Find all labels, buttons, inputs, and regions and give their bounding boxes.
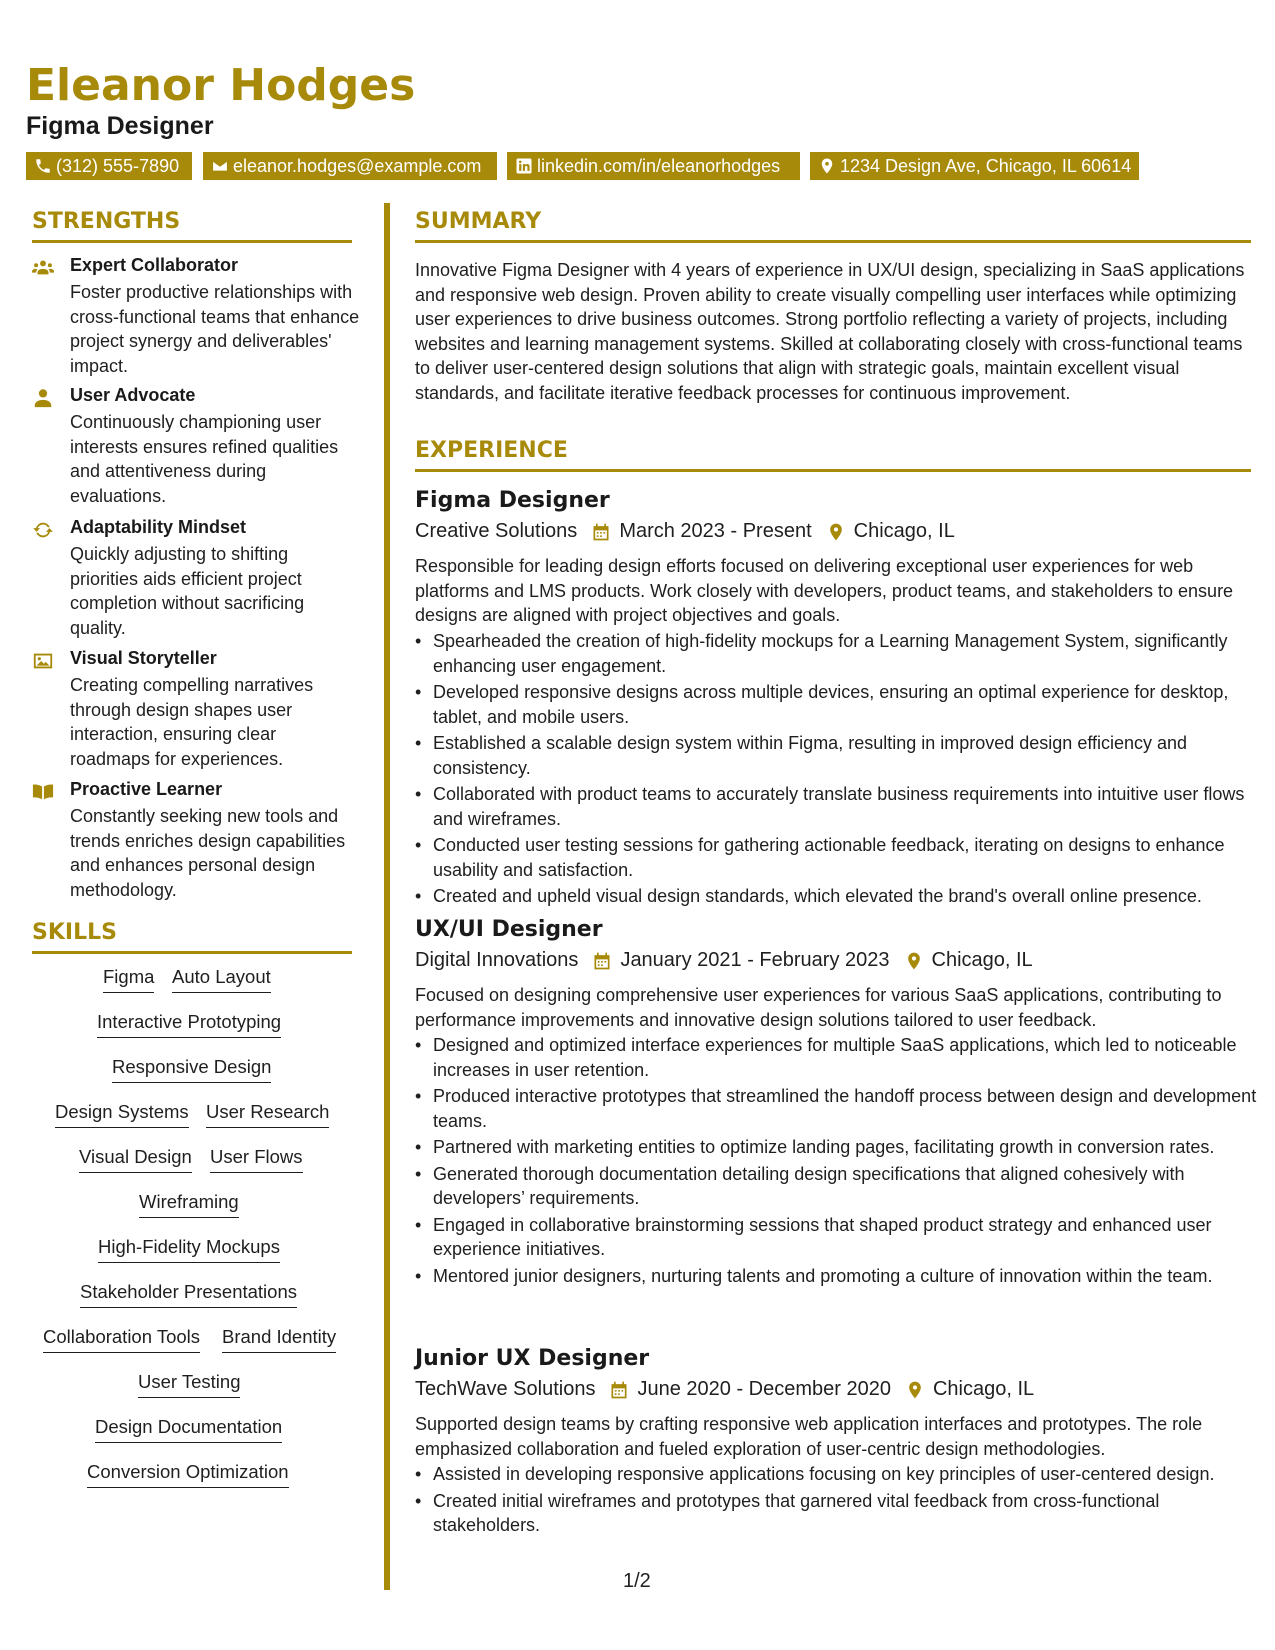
skill-tag: Interactive Prototyping: [97, 1011, 281, 1038]
job-bullets: [415, 1033, 1260, 1290]
refresh-icon: [32, 519, 54, 541]
job-bullets: [415, 629, 1260, 911]
job-meta: [415, 520, 955, 543]
job-meta: [415, 949, 1033, 972]
job-dates: June 2020 - December 2020: [637, 1378, 891, 1400]
job-location: Chicago, IL: [932, 1378, 1035, 1400]
skill-tag: Conversion Optimization: [87, 1461, 289, 1488]
strengths-heading: STRENGTHS: [32, 209, 181, 234]
skills-rule: [32, 951, 352, 954]
summary-heading: SUMMARY: [415, 209, 542, 234]
strength-title: Visual Storyteller: [70, 648, 217, 668]
job-location: Chicago, IL: [931, 949, 1033, 971]
bullet-item: • Designed and optimized interface experiences for multiple SaaS applications, which led to noticeable increases in user retention.: [415, 1033, 1260, 1082]
experience-rule: [415, 469, 1251, 472]
job-company: TechWave Solutions: [415, 1378, 596, 1400]
bullet-item: • Developed responsive designs across multiple devices, ensuring an optimal experience for desktop, tablet, and mobile users.: [415, 680, 1260, 729]
skill-tag: Wireframing: [139, 1191, 239, 1218]
page-number: 1/2: [623, 1570, 651, 1592]
job-title: UX/UI Designer: [415, 917, 603, 942]
contact-phone-text: (312) 555-7890: [56, 156, 180, 176]
skill-tag: Auto Layout: [172, 966, 271, 993]
bullet-item: • Engaged in collaborative brainstorming sessions that shaped product strategy and enhanced user experience initiatives.: [415, 1213, 1260, 1262]
bullet-item: • Partnered with marketing entities to optimize landing pages, facilitating growth in conversion rates.: [415, 1135, 1260, 1160]
strength-title: User Advocate: [70, 385, 196, 405]
contact-email-text: eleanor.hodges@example.com: [233, 156, 482, 176]
summary-block: [415, 258, 1255, 405]
skill-tag: Figma: [103, 966, 154, 993]
map-marker-icon: [905, 1380, 925, 1400]
strengths-rule: [32, 240, 352, 243]
skill-tag: Stakeholder Presentations: [80, 1281, 297, 1308]
map-marker-icon: [904, 951, 924, 971]
job-dates: January 2021 - February 2023: [620, 949, 890, 971]
image-icon: [32, 650, 54, 672]
skill-tag: Collaboration Tools: [43, 1326, 200, 1353]
job-description: Focused on designing comprehensive user experiences for various SaaS applications, contributing to performance improvements and innovative design solutions tailored to user feedback.: [415, 985, 1222, 1030]
phone-icon: [34, 157, 52, 175]
bullet-item: • Conducted user testing sessions for gathering actionable feedback, iterating on designs to enhance usability and satisfaction.: [415, 833, 1260, 882]
bullet-item: • Generated thorough documentation detailing design specifications that aligned cohesively with developers’ requirements.: [415, 1162, 1260, 1211]
summary-text: Innovative Figma Designer with 4 years of experience in UX/UI design, specializing in SaaS applications and responsive web design. Proven ability to create visually compelling user interfaces while optimizing user experiences to drive business outcomes. Strong portfolio reflecting a variety of projects, including websites and learning management systems. Skilled at collaborating closely with cross-functional teams to deliver user-centered design solutions that align with strategic goals, maintain excellent visual standards, and facilitate iterative feedback processes for continuous improvement.: [415, 260, 1245, 403]
calendar-icon: [592, 951, 612, 971]
contact-linkedin-text: linkedin.com/in/eleanorhodges: [537, 156, 781, 176]
map-marker-icon: [826, 522, 846, 542]
calendar-icon: [609, 1380, 629, 1400]
linkedin-icon: [515, 157, 533, 175]
job-meta: [415, 1378, 1034, 1401]
job-location: Chicago, IL: [853, 520, 955, 542]
summary-rule: [415, 240, 1251, 243]
users-icon: [32, 257, 54, 279]
strength-desc: Quickly adjusting to shifting priorities aids efficient project completion without sacrificing quality.: [70, 544, 305, 638]
strength-desc: Continuously championing user interests ensures refined qualities and attentiveness during evaluations.: [70, 412, 339, 506]
skill-tag: High-Fidelity Mockups: [98, 1236, 280, 1263]
skill-tag: Visual Design: [79, 1146, 192, 1173]
job-description-block: [415, 983, 1255, 1032]
map-marker-icon: [818, 157, 836, 175]
bullet-item: • Produced interactive prototypes that streamlined the handoff process between design and development teams.: [415, 1084, 1260, 1133]
bullet-item: • Mentored junior designers, nurturing talents and promoting a culture of innovation within the team.: [415, 1264, 1260, 1289]
strength-desc: Foster productive relationships with cross-functional teams that enhance project synergy and deliverables' impact.: [70, 282, 360, 376]
envelope-icon: [211, 157, 229, 175]
contact-address: [810, 152, 1139, 180]
skill-tag: Design Documentation: [95, 1416, 282, 1443]
job-description-block: [415, 554, 1255, 628]
job-bullets: [415, 1462, 1260, 1540]
job-description-block: [415, 1412, 1255, 1461]
bullet-item: • Established a scalable design system within Figma, resulting in improved design efficiency and consistency.: [415, 731, 1260, 780]
job-company: Creative Solutions: [415, 520, 578, 542]
strength-title: Proactive Learner: [70, 779, 223, 799]
skill-tag: User Research: [206, 1101, 329, 1128]
bullet-item: • Spearheaded the creation of high-fidelity mockups for a Learning Management System, significantly enhancing user engagement.: [415, 629, 1260, 678]
contact-linkedin[interactable]: [507, 152, 800, 180]
column-divider: [384, 203, 390, 1590]
job-title: Figma Designer: [415, 488, 610, 513]
skill-tag: Brand Identity: [222, 1326, 336, 1353]
skill-tag: User Flows: [210, 1146, 303, 1173]
strength-desc: Creating compelling narratives through design shapes user interaction, ensuring clear roadmaps for experiences.: [70, 675, 314, 769]
strength-desc: Constantly seeking new tools and trends enriches design capabilities and enhances personal design methodology.: [70, 806, 346, 900]
experience-heading: EXPERIENCE: [415, 438, 568, 463]
skill-tag: Responsive Design: [112, 1056, 271, 1083]
candidate-name: Eleanor Hodges: [26, 60, 416, 111]
contact-phone[interactable]: [26, 152, 192, 180]
skill-tag: Design Systems: [55, 1101, 189, 1128]
job-description: Responsible for leading design efforts focused on delivering exceptional user experiences for web platforms and LMS products. Work closely with developers, product teams, and stakeholders to ensure designs are aligned with project objectives and goals.: [415, 556, 1234, 625]
skills-heading: SKILLS: [32, 920, 117, 945]
bullet-item: • Created initial wireframes and prototypes that garnered vital feedback from cross-functional stakeholders.: [415, 1489, 1260, 1538]
user-icon: [32, 387, 54, 409]
strength-title: Expert Collaborator: [70, 255, 239, 275]
bullet-item: • Created and upheld visual design standards, which elevated the brand's overall online presence.: [415, 884, 1260, 909]
job-title: Junior UX Designer: [415, 1346, 650, 1371]
skill-tag: User Testing: [138, 1371, 240, 1398]
book-icon: [32, 781, 54, 803]
job-description: Supported design teams by crafting responsive web application interfaces and prototypes. The role emphasized collaboration and fueled exploration of user-centric design methodologies.: [415, 1414, 1203, 1459]
strength-title: Adaptability Mindset: [70, 517, 247, 537]
candidate-title: Figma Designer: [26, 112, 214, 140]
bullet-item: • Assisted in developing responsive applications focusing on key principles of user-centered design.: [415, 1462, 1260, 1487]
job-company: Digital Innovations: [415, 949, 579, 971]
contact-address-text: 1234 Design Ave, Chicago, IL 60614: [840, 156, 1132, 176]
contact-email[interactable]: [203, 152, 497, 180]
calendar-icon: [591, 522, 611, 542]
job-dates: March 2023 - Present: [619, 520, 812, 542]
bullet-item: • Collaborated with product teams to accurately translate business requirements into intuitive user flows and wireframes.: [415, 782, 1260, 831]
